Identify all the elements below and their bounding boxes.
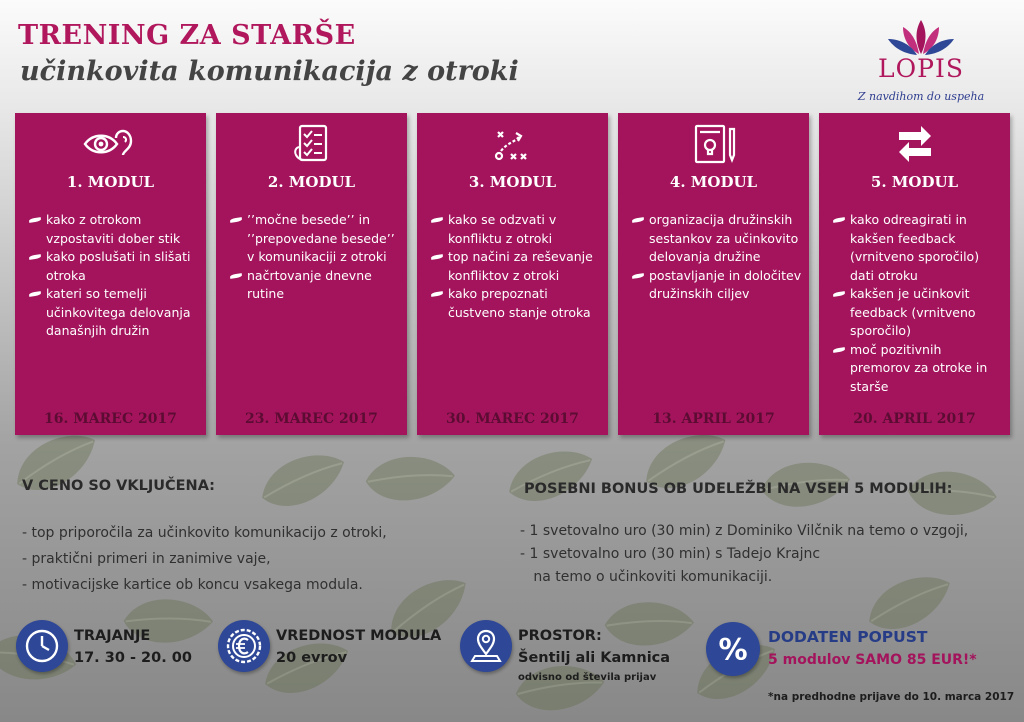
location-title: PROSTOR: [518, 628, 602, 644]
included-item: - top priporočila za učinkovito komunikacijo z otroki, [22, 525, 387, 541]
module-date: 23. MAREC 2017 [245, 411, 378, 427]
duration-value: 17. 30 - 20. 00 [74, 650, 192, 666]
lotus-icon [884, 18, 958, 58]
price-title: VREDNOST MODULA [276, 628, 442, 644]
module-topic: top načini za reševanje konfliktov z otroki [431, 248, 603, 285]
page-title: TRENING ZA STARŠE [18, 20, 356, 51]
location-pin-icon [460, 620, 512, 672]
module-topic: načrtovanje dnevne rutine [230, 267, 402, 304]
module-title: 1. MODUL [66, 173, 155, 191]
bonus-title: POSEBNI BONUS OB UDELEŽBI NA VSEH 5 MODULIH: [524, 481, 953, 497]
module-date: 30. MAREC 2017 [446, 411, 579, 427]
module-topics [431, 211, 603, 322]
module-topic: kako poslušati in slišati otroka [29, 248, 201, 285]
location-note: odvisno od števila prijav [518, 672, 657, 683]
module-topic: moč pozitivnih premorov za otroke in starše [833, 341, 1005, 397]
module-title: 2. MODUL [267, 173, 356, 191]
lopis-logo [846, 18, 996, 114]
included-title: V CENO SO VKLJUČENA: [22, 478, 215, 494]
module-card-2 [216, 113, 407, 435]
module-date: 20. APRIL 2017 [853, 411, 976, 427]
svg-text:%: % [718, 632, 748, 667]
bonus-item: na temo o učinkoviti komunikaciji. [520, 569, 773, 585]
page-subtitle: učinkovita komunikacija z otroki [20, 56, 519, 87]
location-value: Šentilj ali Kamnica [518, 650, 671, 666]
bonus-list [520, 520, 968, 589]
euro-coin-icon [218, 620, 270, 672]
discount-value: 5 modulov SAMO 85 EUR!* [768, 652, 977, 668]
module-topic: kateri so temelji učinkovitega delovanja današnjih družin [29, 285, 201, 341]
module-topic: kakšen je učinkovit feedback (vrnitveno sporočilo) [833, 285, 1005, 341]
feedback-arrows-icon [885, 123, 945, 165]
module-title: 3. MODUL [468, 173, 557, 191]
included-item: - praktični primeri in zanimive vaje, [22, 551, 271, 567]
footnote: *na predhodne prijave do 10. marca 2017 [768, 691, 1015, 703]
included-item: - motivacijske kartice ob koncu vsakega modula. [22, 577, 363, 593]
price-info [218, 620, 448, 680]
module-topic: kako se odzvati v konfliktu z otroki [431, 211, 603, 248]
discount-title: DODATEN POPUST [768, 628, 928, 646]
module-date: 13. APRIL 2017 [652, 411, 775, 427]
logo-slogan: Z navdihom do uspeha [857, 90, 985, 103]
discount-info [706, 622, 1006, 682]
duration-title: TRAJANJE [74, 628, 151, 644]
bonus-item: - 1 svetovalno uro (30 min) z Dominiko Vilčnik na temo o vzgoji, [520, 523, 969, 539]
included-list [22, 520, 387, 598]
duration-info [16, 620, 206, 680]
module-title: 4. MODUL [669, 173, 758, 191]
checklist-icon [282, 123, 342, 165]
module-topic: kako odreagirati in kakšen feedback (vrnitveno sporočilo) dati otroku [833, 211, 1005, 285]
module-topic: postavljanje in določitev družinskih ciljev [632, 267, 804, 304]
module-date: 16. MAREC 2017 [44, 411, 177, 427]
module-topic: kako z otrokom vzpostaviti dober stik [29, 211, 201, 248]
module-card-5 [819, 113, 1010, 435]
logo-text: LOPIS [878, 54, 964, 83]
price-value: 20 evrov [276, 650, 348, 666]
module-topics [29, 211, 201, 341]
clock-icon [16, 620, 68, 672]
location-info [460, 620, 680, 683]
module-topic: kako prepoznati čustveno stanje otroka [431, 285, 603, 322]
module-topics [833, 211, 1005, 396]
module-topic: ’’močne besede’’ in ’’prepovedane besede’’ v komunikaciji z otroki [230, 211, 402, 267]
bonus-item: - 1 svetovalno uro (30 min) s Tadejo Krajnc [520, 546, 821, 562]
module-card-4 [618, 113, 809, 435]
module-card-1 [15, 113, 206, 435]
module-card-3 [417, 113, 608, 435]
module-topics [230, 211, 402, 304]
module-topics [632, 211, 804, 304]
module-topic: organizacija družinskih sestankov za učinkovito delovanja družine [632, 211, 804, 267]
strategy-icon [483, 123, 543, 165]
percent-icon [706, 622, 760, 676]
eye-and-ear-icon [81, 123, 141, 165]
module-title: 5. MODUL [870, 173, 959, 191]
idea-board-icon [684, 123, 744, 165]
